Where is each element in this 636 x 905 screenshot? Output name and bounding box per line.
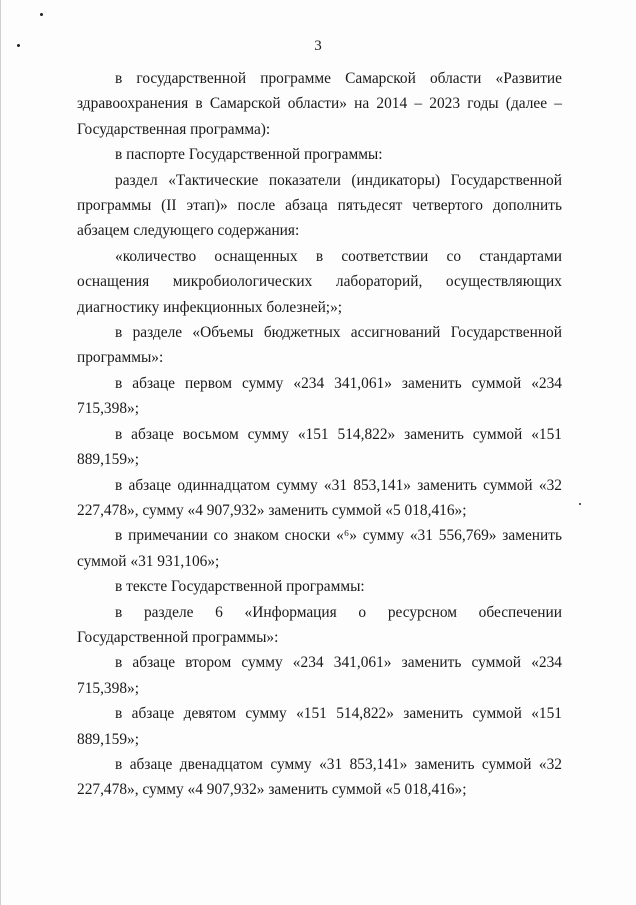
paragraph: в разделе 6 «Информация о ресурсном обеспечении Государственной программы»: — [77, 603, 562, 646]
paragraph: в государственной программе Самарской области «Развитие здравоохранения в Самарской области» на 2014 – 2023 годы (далее – Государственная программа): — [77, 70, 562, 138]
paragraph: в абзаце одиннадцатом сумму «31 853,141» заменить суммой «32 227,478», сумму «4 907,932» заменить суммой «5 018,416»; — [77, 476, 562, 519]
paragraph: в тексте Государственной программы: — [115, 578, 365, 596]
paragraph: в абзаце первом сумму «234 341,061» заменить суммой «234 715,398»; — [77, 374, 562, 418]
paragraph: в паспорте Государственной программы: — [115, 146, 383, 164]
paragraph: в абзаце восьмом сумму «151 514,822» заменить суммой «151 889,159»; — [77, 425, 562, 469]
document-body — [77, 66, 562, 803]
paragraph: в примечании со знаком сноски «⁶» сумму «31 556,769» заменить суммой «31 931,106»; — [77, 527, 562, 570]
paragraph: раздел «Тактические показатели (индикаторы) Государственной программы (II этап)» после абзаца пятьдесят четвертого дополнить абзацем следующего содержания: — [77, 171, 562, 240]
scan-mark — [579, 503, 581, 505]
paragraph: «количество оснащенных в соответствии со стандартами оснащения микробиологических лабораторий, осуществляющих диагностику инфекционных болезней;»; — [77, 247, 562, 316]
page-number: 3 — [314, 38, 322, 54]
paragraph: в абзаце втором сумму «234 341,061» заменить суммой «234 715,398»; — [77, 654, 562, 697]
paragraph: в абзаце двенадцатом сумму «31 853,141» заменить суммой «32 227,478», сумму «4 907,932» заменить суммой «5 018,416»; — [77, 755, 562, 799]
scan-mark — [40, 13, 43, 16]
paragraph: в разделе «Объемы бюджетных ассигнований Государственной программы»: — [77, 324, 562, 367]
paragraph: в абзаце девятом сумму «151 514,822» заменить суммой «151 889,159»; — [77, 705, 562, 748]
scan-edge — [0, 0, 1, 905]
